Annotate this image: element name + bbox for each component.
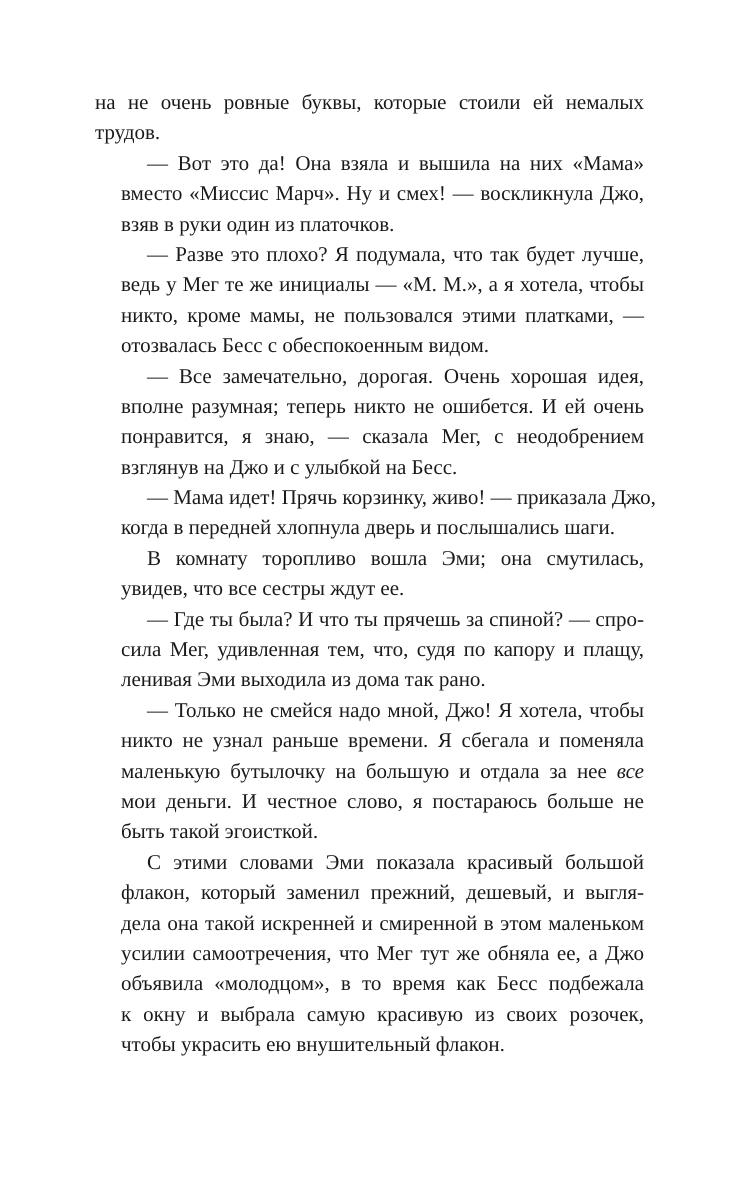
text-line: — Мама идет! Прячь корзинку, живо! — приказала Джо, bbox=[147, 485, 656, 510]
text-line: — Только не смейся надо мной, Джо! Я хотела, чтобы bbox=[147, 697, 644, 722]
text-line: усилии самоотречения, что Мег тут же обняла ее, а Джо bbox=[121, 940, 644, 965]
paragraph-3 bbox=[95, 239, 644, 361]
text-line: взглянув на Джо и с улыбкой на Бесс. bbox=[121, 454, 458, 479]
paragraph-4 bbox=[95, 361, 644, 483]
paragraph-5 bbox=[95, 482, 656, 543]
text-line: на не очень ровные буквы, которые стоили ей немалых bbox=[95, 90, 644, 114]
text-line: понравится, я знаю, — сказала Мег, с неодобрением bbox=[121, 424, 644, 449]
text-line: отозвалась Бесс с обеспокоенным видом. bbox=[121, 333, 490, 358]
text-line: ведь у Мег те же инициалы — «М. М.», а я хотела, чтобы bbox=[121, 272, 644, 297]
text-line: сила Мег, удивленная тем, что, судя по капору и плащу, bbox=[121, 637, 644, 662]
paragraph-8 bbox=[95, 695, 644, 847]
text-line: мои деньги. И честное слово, я постараюсь больше не bbox=[121, 788, 644, 813]
text-line: флакон, который заменил прежний, дешевый, и выгля- bbox=[121, 880, 644, 905]
text-line: — Все замечательно, дорогая. Очень хорошая идея, bbox=[147, 363, 644, 388]
paragraph-9 bbox=[95, 847, 644, 1060]
text-line: ленивая Эми выходила из дома так рано. bbox=[121, 667, 486, 692]
text-line: быть такой эгоисткой. bbox=[121, 819, 319, 844]
text-line: вполне разумная; теперь никто не ошибется. И ей очень bbox=[121, 393, 644, 418]
text-line: — Где ты была? И что ты прячешь за спиной? — спро- bbox=[147, 606, 644, 631]
text-line: к окну и выбрала самую красивую из своих розочек, bbox=[121, 1001, 644, 1026]
text-line: когда в передней хлопнула дверь и послышались шаги. bbox=[121, 515, 615, 540]
text-line: С этими словами Эми показала красивый большой bbox=[147, 849, 644, 874]
text-line: чтобы украсить ею внушительный флакон. bbox=[121, 1032, 505, 1057]
text-line: В комнату торопливо вошла Эми; она смутилась, bbox=[147, 545, 644, 570]
text-line: никто, кроме мамы, не пользовался этими платками, — bbox=[121, 302, 644, 327]
emphasized-word: все bbox=[616, 758, 644, 783]
text-line: увидев, что все сестры ждут ее. bbox=[121, 576, 405, 601]
text-line: вместо «Миссис Марч». Ну и смех! — воскликнула Джо, bbox=[121, 181, 644, 206]
text-line: никто не узнал раньше времени. Я сбегала и поменяла bbox=[121, 728, 644, 753]
paragraph-1 bbox=[95, 87, 644, 148]
paragraph-7 bbox=[95, 604, 644, 695]
paragraph-6 bbox=[95, 543, 644, 604]
text-line: взяв в руки один из платочков. bbox=[121, 211, 395, 236]
text-line: — Вот это да! Она взяла и вышила на них «Мама» bbox=[147, 150, 644, 175]
text-line: объявила «молодцом», в то время как Бесс подбежала bbox=[121, 971, 644, 996]
text-line: маленькую бутылочку на большую и отдала за нее все bbox=[121, 758, 644, 783]
text-line: — Разве это плохо? Я подумала, что так будет лучше, bbox=[147, 241, 644, 266]
text-line: трудов. bbox=[95, 120, 161, 145]
paragraph-2 bbox=[95, 148, 644, 239]
text-line: дела она такой искренней и смиренной в этом маленьком bbox=[121, 910, 644, 935]
book-page bbox=[95, 87, 656, 1060]
